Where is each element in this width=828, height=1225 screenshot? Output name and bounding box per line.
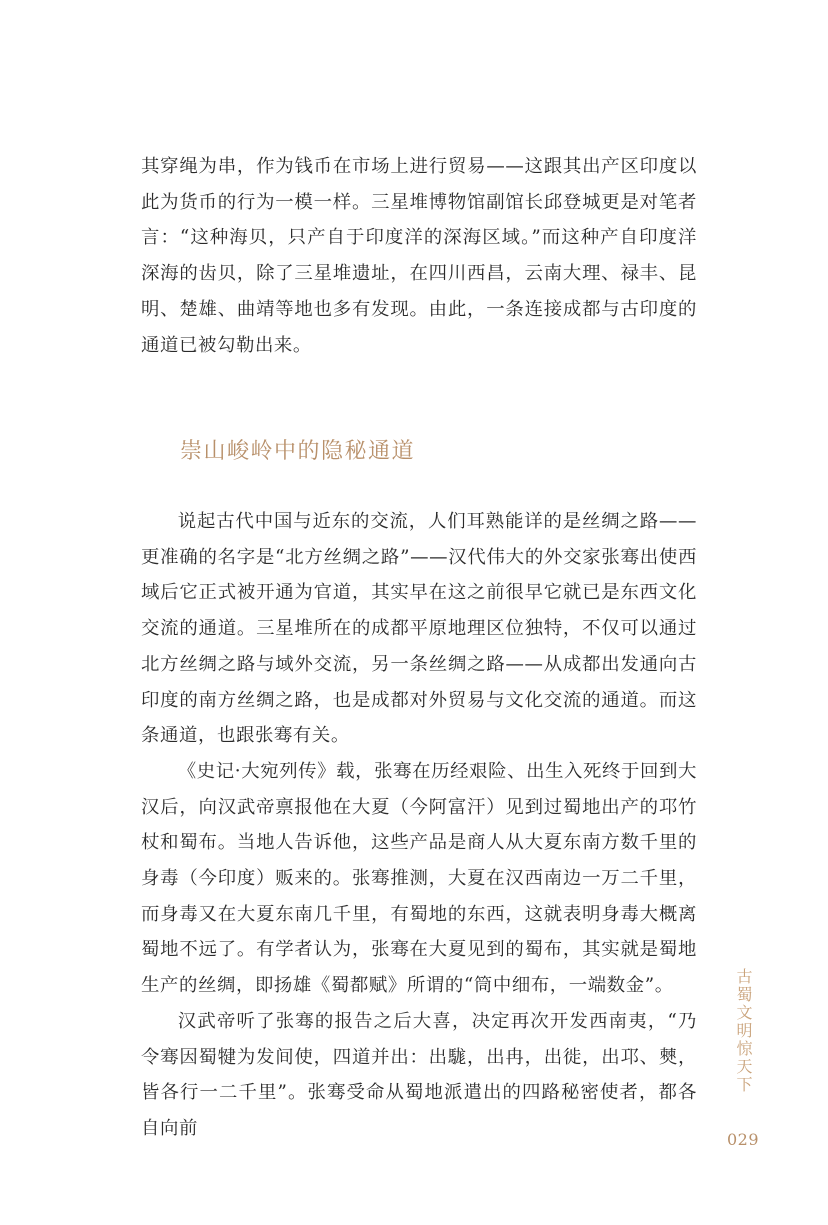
body-paragraph: 说起古代中国与近东的交流，人们耳熟能详的是丝绸之路——更准确的名字是“北方丝绸之路”——汉代伟大的外交家张骞出使西域后它正式被开通为官道，其实早在这之前很早它就已是东西文化交流的通道。三星堆所在的成都平原地理区位独特，不仅可以通过北方丝绸之路与域外交流，另一条丝绸之路——从成都出发通向古印度的南方丝绸之路，也是成都对外贸易与文化交流的通道。而这条通道，也跟张骞有关。: [141, 511, 697, 747]
section-heading: 崇山峻岭中的隐秘通道: [180, 439, 416, 464]
running-book-title: 古蜀文明惊天下: [734, 968, 753, 1094]
main-body-text: [141, 504, 697, 1147]
top-paragraph-block: [141, 149, 697, 363]
body-paragraph: 其穿绳为串，作为钱币在市场上进行贸易——这跟其出产区印度以此为货币的行为一模一样。三星堆博物馆副馆长邱登城更是对笔者言：“这种海贝，只产自于印度洋的深海区域。”而这种产自印度洋深海的齿贝，除了三星堆遗址，在四川西昌，云南大理、禄丰、昆明、楚雄、曲靖等地也多有发现。由此，一条连接成都与古印度的通道已被勾勒出来。: [141, 156, 697, 356]
body-paragraph: 汉武帝听了张骞的报告之后大喜，决定再次开发西南夷，“乃令骞因蜀犍为发间使，四道并出：出駹，出冉，出徙，出邛、僰，皆各行一二千里”。张骞受命从蜀地派遣出的四路秘密使者，都各自向前: [141, 1010, 697, 1139]
page-number: 029: [727, 1130, 760, 1149]
body-paragraph: 《史记·大宛列传》载，张骞在历经艰险、出生入死终于回到大汉后，向汉武帝禀报他在大夏（今阿富汗）见到过蜀地出产的邛竹杖和蜀布。当地人告诉他，这些产品是商人从大夏东南方数千里的身毒（今印度）贩来的。张骞推测，大夏在汉西南边一万二千里，而身毒又在大夏东南几千里，有蜀地的东西，这就表明身毒大概离蜀地不远了。有学者认为，张骞在大夏见到的蜀布，其实就是蜀地生产的丝绸，即扬雄《蜀都赋》所谓的“筒中细布，一端数金”。: [141, 760, 697, 997]
